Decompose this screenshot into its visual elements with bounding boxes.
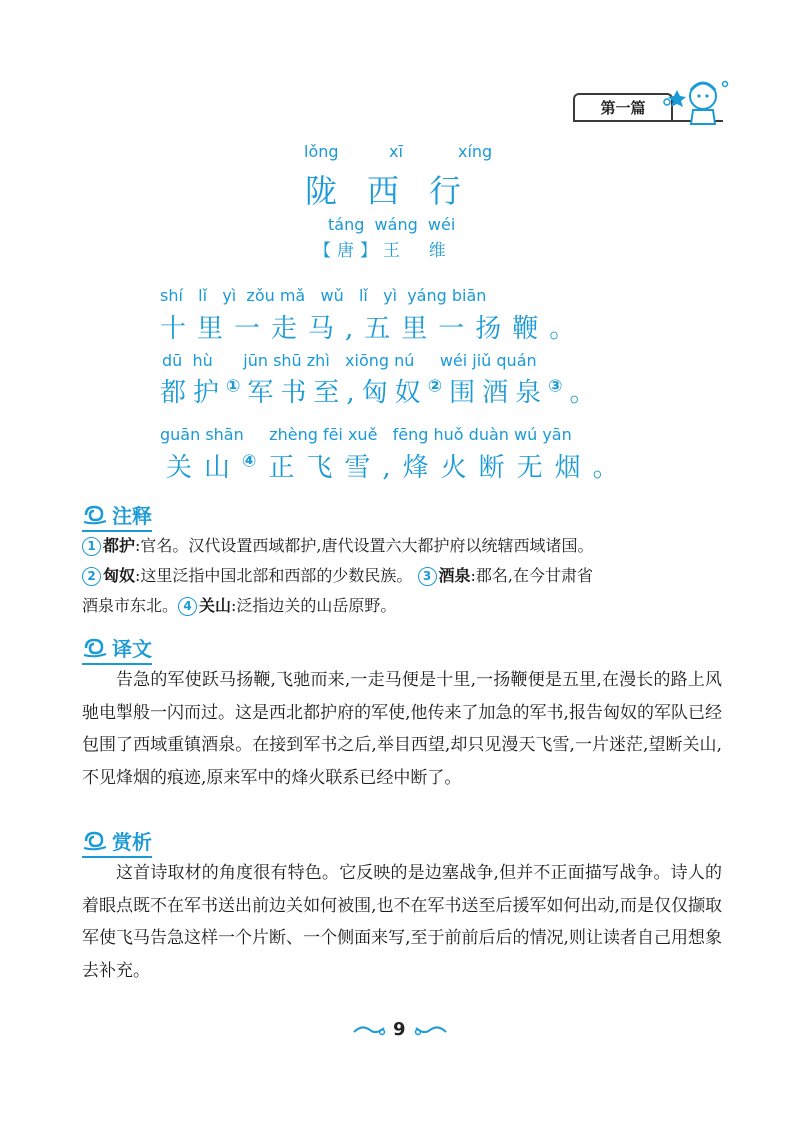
left-ornament-icon	[352, 1022, 388, 1038]
line-1-pinyin: shí lǐ yì zǒu mǎ wǔ lǐ yì yáng biān	[160, 286, 487, 305]
translation-heading: 译文	[82, 633, 152, 665]
title-pinyin-3: xíng	[458, 142, 493, 161]
line-3-text: 关山④正飞雪,烽火断无烟。	[166, 451, 631, 483]
notes-body	[82, 531, 732, 621]
note-item: 酒泉市东北。 4 关山:泛指边关的山岳原野。	[82, 596, 397, 615]
note-item: 1 都护:官名。汉代设置西域都护,唐代设置六大都护府以统辖西域诸国。	[82, 531, 732, 561]
poem-title: 陇西行	[305, 172, 492, 210]
line-2-text: 都护①军书至,匈奴②围酒泉③。	[160, 376, 603, 408]
appreciation-text: 这首诗取材的角度很有特色。它反映的是边塞战争,但并不正面描写战争。诗人的着眼点既不在军书送出前边关如何被围,也不在军书送至后援军如何出动,而是仅仅撷取军使飞马告急这样一个片断、一个侧面来写,至于前前后后的情况,则让读者自己用想象去补充。	[82, 863, 722, 981]
line-1-text: 十里一走马,五里一扬鞭。	[160, 314, 587, 344]
chapter-tab: 第一篇	[573, 93, 673, 121]
cartoon-child-icon	[655, 72, 735, 132]
title-pinyin-1: lǒng	[304, 142, 339, 161]
swirl-icon	[82, 638, 108, 658]
swirl-icon	[82, 505, 108, 525]
swirl-icon	[82, 831, 108, 851]
note-item: 2 匈奴:这里泛指中国北部和西部的少数民族。 3 酒泉:郡名,在今甘肃省	[82, 561, 732, 591]
line-2-pinyin: dū hù jūn shū zhì xiōng nú wéi jiǔ quán	[162, 351, 537, 370]
author-pinyin: táng wáng wéi	[328, 215, 456, 234]
appreciation-heading: 赏析	[82, 826, 152, 858]
title-pinyin-2: xī	[389, 142, 403, 161]
page-number: 9	[393, 1019, 406, 1040]
author: 【唐】王 维	[314, 241, 452, 261]
notes-heading: 注释	[82, 500, 152, 532]
translation-text: 告急的军使跃马扬鞭,飞驰而来,一走马便是十里,一扬鞭便是五里,在漫长的路上风驰电掣般一闪而过。这是西北都护府的军使,他传来了加急的军书,报告匈奴的军队已经包围了西域重镇酒泉。在接到军书之后,举目西望,却只见漫天飞雪,一片迷茫,望断关山,不见烽烟的痕迹,原来军中的烽火联系已经中断了。	[82, 670, 722, 788]
line-3-pinyin: guān shān zhèng fēi xuě fēng huǒ duàn wú yān	[160, 425, 572, 444]
right-ornament-icon	[412, 1022, 448, 1038]
